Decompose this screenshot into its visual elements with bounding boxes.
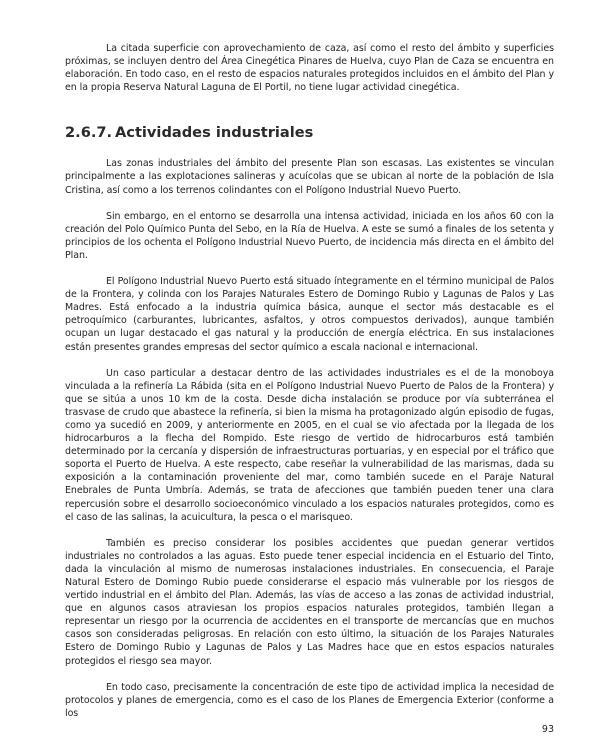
section-title: Actividades industriales — [115, 124, 314, 142]
paragraph-emergency-plans: En todo caso, precisamente la concentración de este tipo de actividad implica la necesidad de protocolos y planes de emergencia, como es el caso de los Planes de Emergencia Exterior (conforme a los — [65, 681, 554, 719]
paragraph-monobuoy: Un caso particular a destacar dentro de las actividades industriales es el de la monoboya vinculada a la refinería La Rábida (sita en el Polígono Industrial Nuevo Puerto de Palos de la Frontera) y que se sitúa a unos 10 km de la costa. Desde dicha instalación se produce por vía subterránea el trasvase de crudo que abastece la refinería, si bien la misma ha protagonizado algún episodio de fugas, como ya sucedió en 2009, y anteriormente en 2005, en el cual se vio afectada por la llegada de los hidrocarburos a la flecha del Rompido. Este riesgo de vertido de hidrocarburos está también determinado por la cercanía y dispersión de infraestructuras portuarias, y en especial por el tráfico que soporta el Puerto de Huelva. A este respecto, cabe reseñar la vulnerabilidad de las marismas, dada su exposición a la contaminación proveniente del mar, como también sucede en el Paraje Natural Enebrales de Punta Umbría. Además, se trata de afecciones que también pueden tener una clara repercusión sobre el desarrollo socioeconómico vinculado a los espacios naturales protegidos, como es el caso de las salinas, la acuicultura, la pesca o el marisqueo. — [65, 367, 554, 523]
paragraph-hunting: La citada superficie con aprovechamiento de caza, así como el resto del ámbito y superficies próximas, se incluyen dentro del Área Cinegética Pinares de Huelva, cuyo Plan de Caza se encuentra en elaboración. En todo caso, en el resto de espacios naturales protegidos incluidos en el ámbito del Plan y en la propia Reserva Natural Laguna de El Portil, no tiene lugar actividad cinegética. — [65, 43, 554, 94]
page-number: 93 — [541, 724, 554, 735]
page-body — [65, 42, 554, 720]
paragraph-nuevo-puerto: El Polígono Industrial Nuevo Puerto está situado íntegramente en el término municipal de Palos de la Frontera, y colinda con los Parajes Naturales Estero de Domingo Rubio y Lagunas de Palos y Las Madres. Está enfocado a la industria química básica, aunque el sector más destacable es el petroquímico (carburantes, lubricantes, asfaltos, y otros compuestos derivados), aunque también ocupan un lugar destacado el gas natural y la producción de energía eléctrica. En sus instalaciones están presentes grandes empresas del sector químico a escala nacional e internacional. — [65, 276, 554, 353]
paragraph-chemical-pole: Sin embargo, en el entorno se desarrolla una intensa actividad, iniciada en los años 60 con la creación del Polo Químico Punta del Sebo, en la Ría de Huelva. A este se sumó a finales de los setenta y principios de los ochenta el Polígono Industrial Nuevo Puerto, de incidencia más directa en el ámbito del Plan. — [65, 210, 554, 261]
section-number: 2.6.7. — [65, 124, 113, 142]
paragraph-industrial-zones: Las zonas industriales del ámbito del presente Plan son escasas. Las existentes se vinculan principalmente a las explotaciones salineras y acuícolas que se ubican al norte de la población de Isla Cristina, así como a los terrenos colindantes con el Polígono Industrial Nuevo Puerto. — [65, 158, 554, 196]
section-heading — [65, 123, 554, 143]
paragraph-accidents: También es preciso considerar los posibles accidentes que puedan generar vertidos industriales no controlados a las aguas. Esto puede tener especial incidencia en el Estuario del Tinto, dada la vinculación al mismo de numerosas instalaciones industriales. En consecuencia, el Paraje Natural Estero de Domingo Rubio puede considerarse el espacio más vulnerable por los riesgos de vertido industrial en el ámbito del Plan. Además, las vías de acceso a las zonas de actividad industrial, que en algunos casos atraviesan los propios espacios naturales protegidos, también llegan a representar un riesgo por la ocurrencia de accidentes en el transporte de mercancías que en muchos casos son consideradas peligrosas. En relación con esto último, la situación de los Parajes Naturales Estero de Domingo Rubio y Lagunas de Palos y Las Madres hace que en estos espacios naturales protegidos el riesgo sea mayor. — [65, 537, 554, 667]
